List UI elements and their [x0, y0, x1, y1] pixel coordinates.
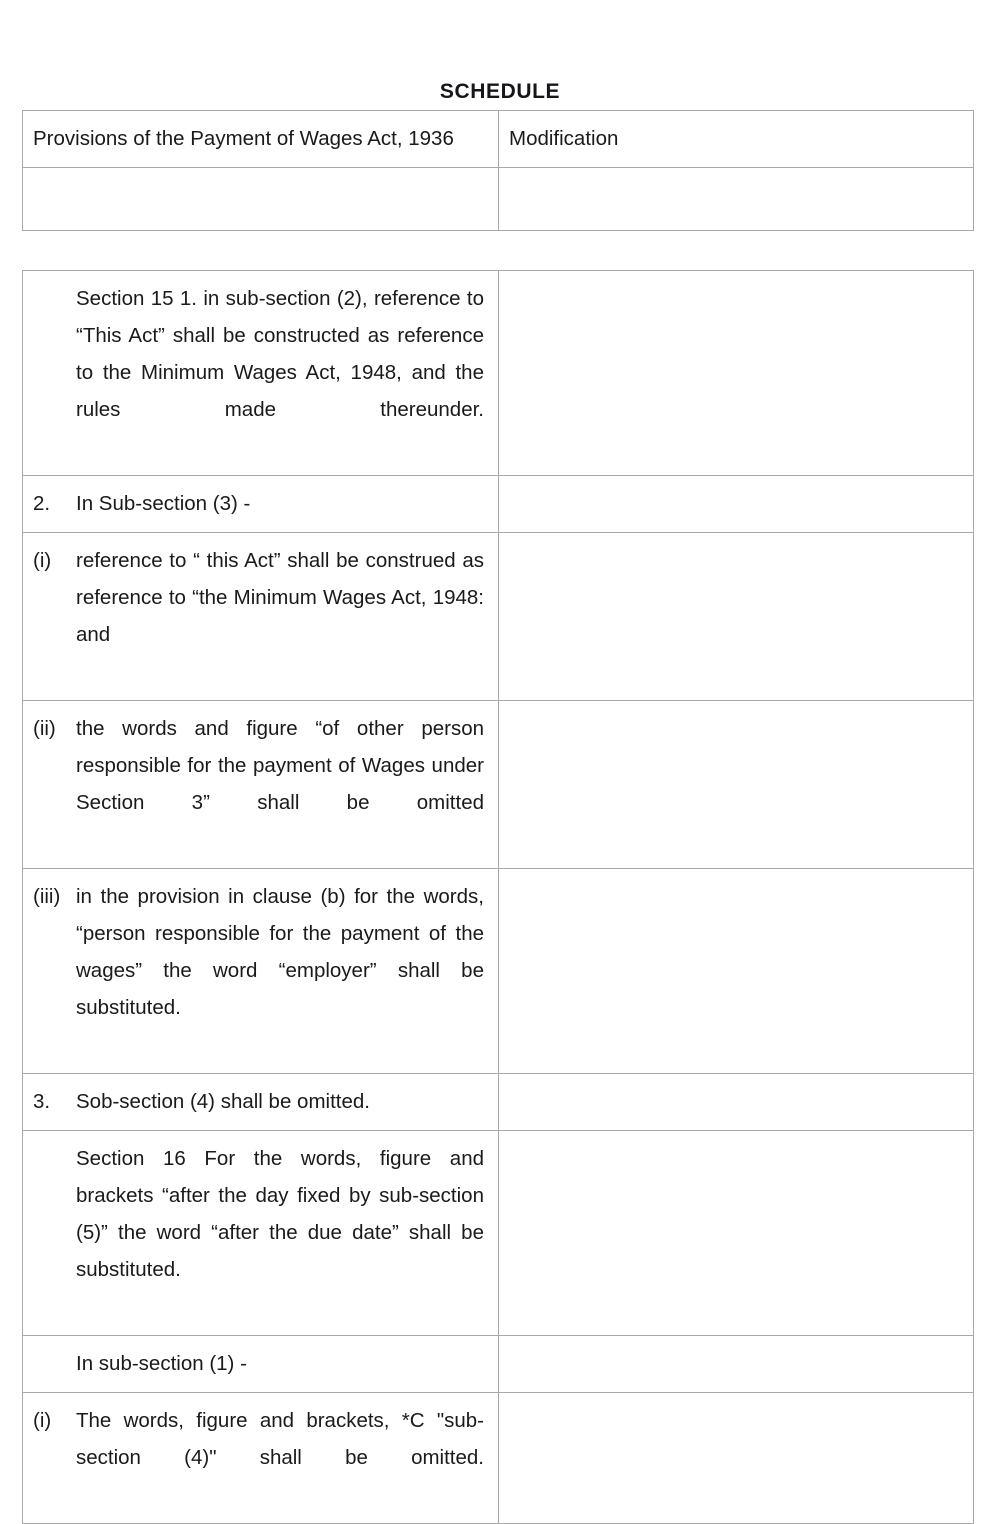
- modification-cell: [499, 533, 974, 701]
- table-row: [23, 271, 974, 476]
- table-header-row: [23, 111, 974, 168]
- modification-cell: [499, 701, 974, 869]
- table-row: [23, 1131, 974, 1336]
- item-marker: (ii): [33, 717, 56, 740]
- item-marker: (i): [33, 549, 52, 572]
- table-row: [23, 1074, 974, 1131]
- provision-text: In Sub-section (3) -: [76, 492, 251, 515]
- modification-cell: [499, 271, 974, 476]
- spacer-left-content: [23, 168, 498, 230]
- item-marker: 3.: [33, 1090, 51, 1113]
- provisions-cell: [23, 1131, 499, 1336]
- modification-cell: [499, 1393, 974, 1524]
- item-marker: 2.: [33, 492, 51, 515]
- modification-cell: [499, 476, 974, 533]
- column-header-modification: Modification: [509, 127, 619, 150]
- modification-text: [499, 271, 973, 291]
- modification-text: [499, 1131, 973, 1151]
- provision-text: reference to “ this Act” shall be construed as reference to “the Minimum Wages Act, 1948: and: [76, 549, 484, 646]
- modification-text: [499, 1393, 973, 1413]
- modification-text: [499, 869, 973, 889]
- provisions-cell: [23, 476, 499, 533]
- modification-text: [499, 476, 973, 496]
- provision-text: Sob-section (4) shall be omitted.: [76, 1090, 370, 1113]
- provision-text: Section 15 1. in sub-section (2), reference to “This Act” shall be constructed as reference to the Minimum Wages Act, 1948, and the rules made thereunder.: [76, 287, 484, 421]
- table-spacer-row: [23, 168, 974, 231]
- modification-text: [499, 1074, 973, 1094]
- table-row: [23, 476, 974, 533]
- schedule-header-table: [22, 110, 974, 231]
- provisions-cell: [23, 271, 499, 476]
- modification-cell: [499, 1131, 974, 1336]
- spacer-cell-right: [499, 168, 974, 231]
- table-row: [23, 1393, 974, 1524]
- provisions-cell: [23, 869, 499, 1074]
- provisions-cell: [23, 701, 499, 869]
- table-row: [23, 701, 974, 869]
- column-header-provisions-cell: [23, 111, 499, 168]
- provision-text: in the provision in clause (b) for the words, “person responsible for the payment of the wages” the word “employer” shall be substituted.: [76, 885, 484, 1019]
- column-header-provisions: Provisions of the Payment of Wages Act, 1936: [33, 127, 454, 150]
- provisions-cell: [23, 1393, 499, 1524]
- table-row: [23, 869, 974, 1074]
- schedule-body-table: [22, 270, 974, 1524]
- provision-text: The words, figure and brackets, *C "sub-section (4)" shall be omitted.: [76, 1409, 484, 1469]
- modification-cell: [499, 1074, 974, 1131]
- table-row: [23, 533, 974, 701]
- item-marker: (iii): [33, 885, 61, 908]
- modification-text: [499, 1336, 973, 1356]
- column-header-modification-cell: [499, 111, 974, 168]
- page-title: SCHEDULE: [439, 80, 561, 103]
- provisions-cell: [23, 1074, 499, 1131]
- provision-text: Section 16 For the words, figure and brackets “after the day fixed by sub-section (5)” the word “after the due date” shall be substituted.: [76, 1147, 484, 1281]
- modification-text: [499, 533, 973, 553]
- provision-text: the words and figure “of other person responsible for the payment of Wages under Section 3” shall be omitted: [76, 717, 484, 814]
- modification-cell: [499, 1336, 974, 1393]
- modification-text: [499, 701, 973, 721]
- table-row: [23, 1336, 974, 1393]
- modification-cell: [499, 869, 974, 1074]
- spacer-right-content: [499, 168, 973, 230]
- provision-text: In sub-section (1) -: [76, 1352, 247, 1375]
- provisions-cell: [23, 1336, 499, 1393]
- spacer-cell-left: [23, 168, 499, 231]
- provisions-cell: [23, 533, 499, 701]
- item-marker: (i): [33, 1409, 52, 1432]
